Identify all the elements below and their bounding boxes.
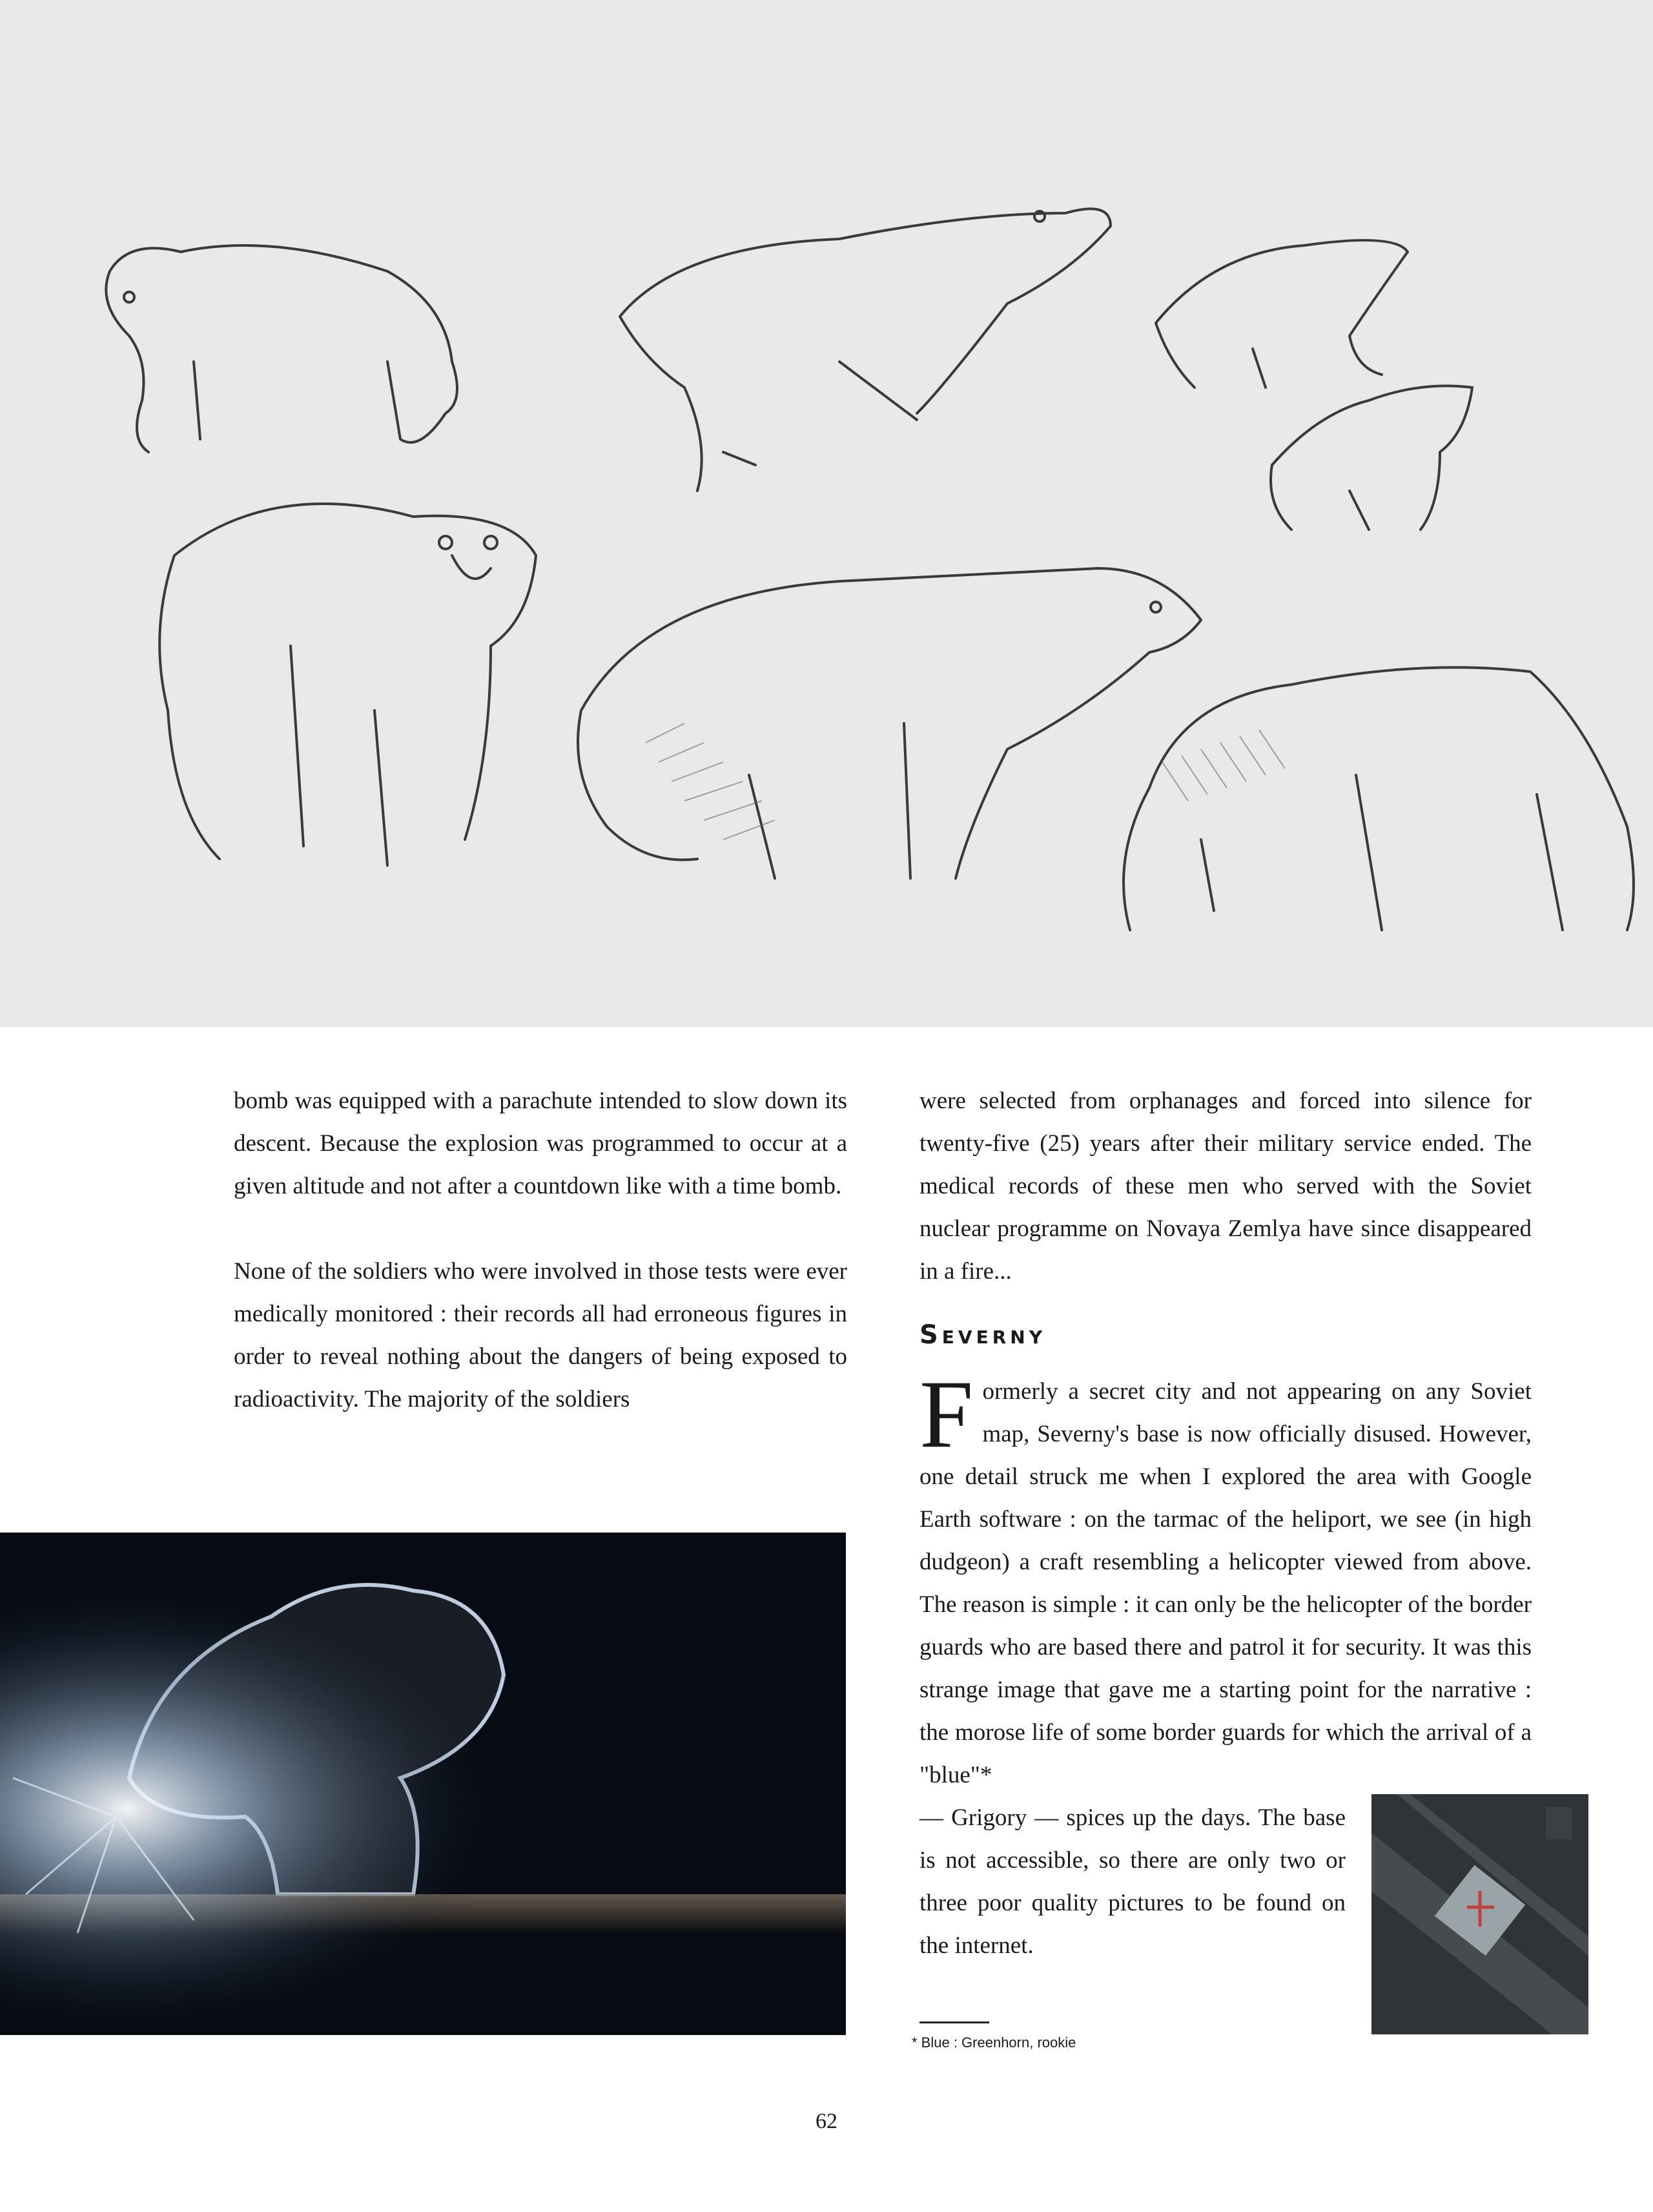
left-paragraph-1: bomb was equipped with a parachute intended to slow down its descent. Because the explosion was programmed to occur at a given altitude and not after a countdown like with a time bomb. (234, 1088, 847, 1199)
right-paragraph-2-text: ormerly a secret city and not appearing on any Soviet map, Severny's base is now officially disused. However, one detail struck me when I explored the area with Google Earth software : on the tarmac of the heliport, we see (in high dudgeon) a craft resembling a helicopter viewed from above. The reason is simple : it can only be the helicopter of the border guards who are based there and patrol it for security. It was this strange image that gave me a starting point for the narrative : the morose life of some border guards for which the arrival of a "blue"* (919, 1378, 1532, 1788)
right-paragraph-2 (919, 1361, 1532, 1797)
polar-bear-sketches (0, 0, 1653, 1027)
page-number: 62 (816, 2109, 837, 2133)
satellite-heliport-photo (1371, 1794, 1588, 2034)
section-heading: Severny (919, 1320, 1047, 1350)
right-paragraph-1: were selected from orphanages and forced into silence for twenty-five (25) years after their military service ended. The medical records of these men who served with the Soviet nuclear programme on Novaya Zemlya have since disappeared in a fire... (919, 1088, 1532, 1285)
left-paragraph-2: None of the soldiers who were involved in those tests were ever medically monitored : their records all had erroneous figures in order to reveal nothing about the dangers of being exposed to radioactivity. The majority of the soldiers (234, 1258, 847, 1412)
right-paragraph-3: — Grigory — spices up the days. The base is not accessible, so there are only two or three poor quality pictures to be found on the internet. (919, 1804, 1346, 1959)
drop-cap: F (919, 1361, 974, 1468)
left-column (234, 1080, 847, 1421)
footnote-rule (919, 2021, 989, 2023)
footnote: * Blue : Greenhorn, rookie (912, 2034, 1076, 2051)
nuclear-explosion-photo (0, 1533, 846, 2035)
